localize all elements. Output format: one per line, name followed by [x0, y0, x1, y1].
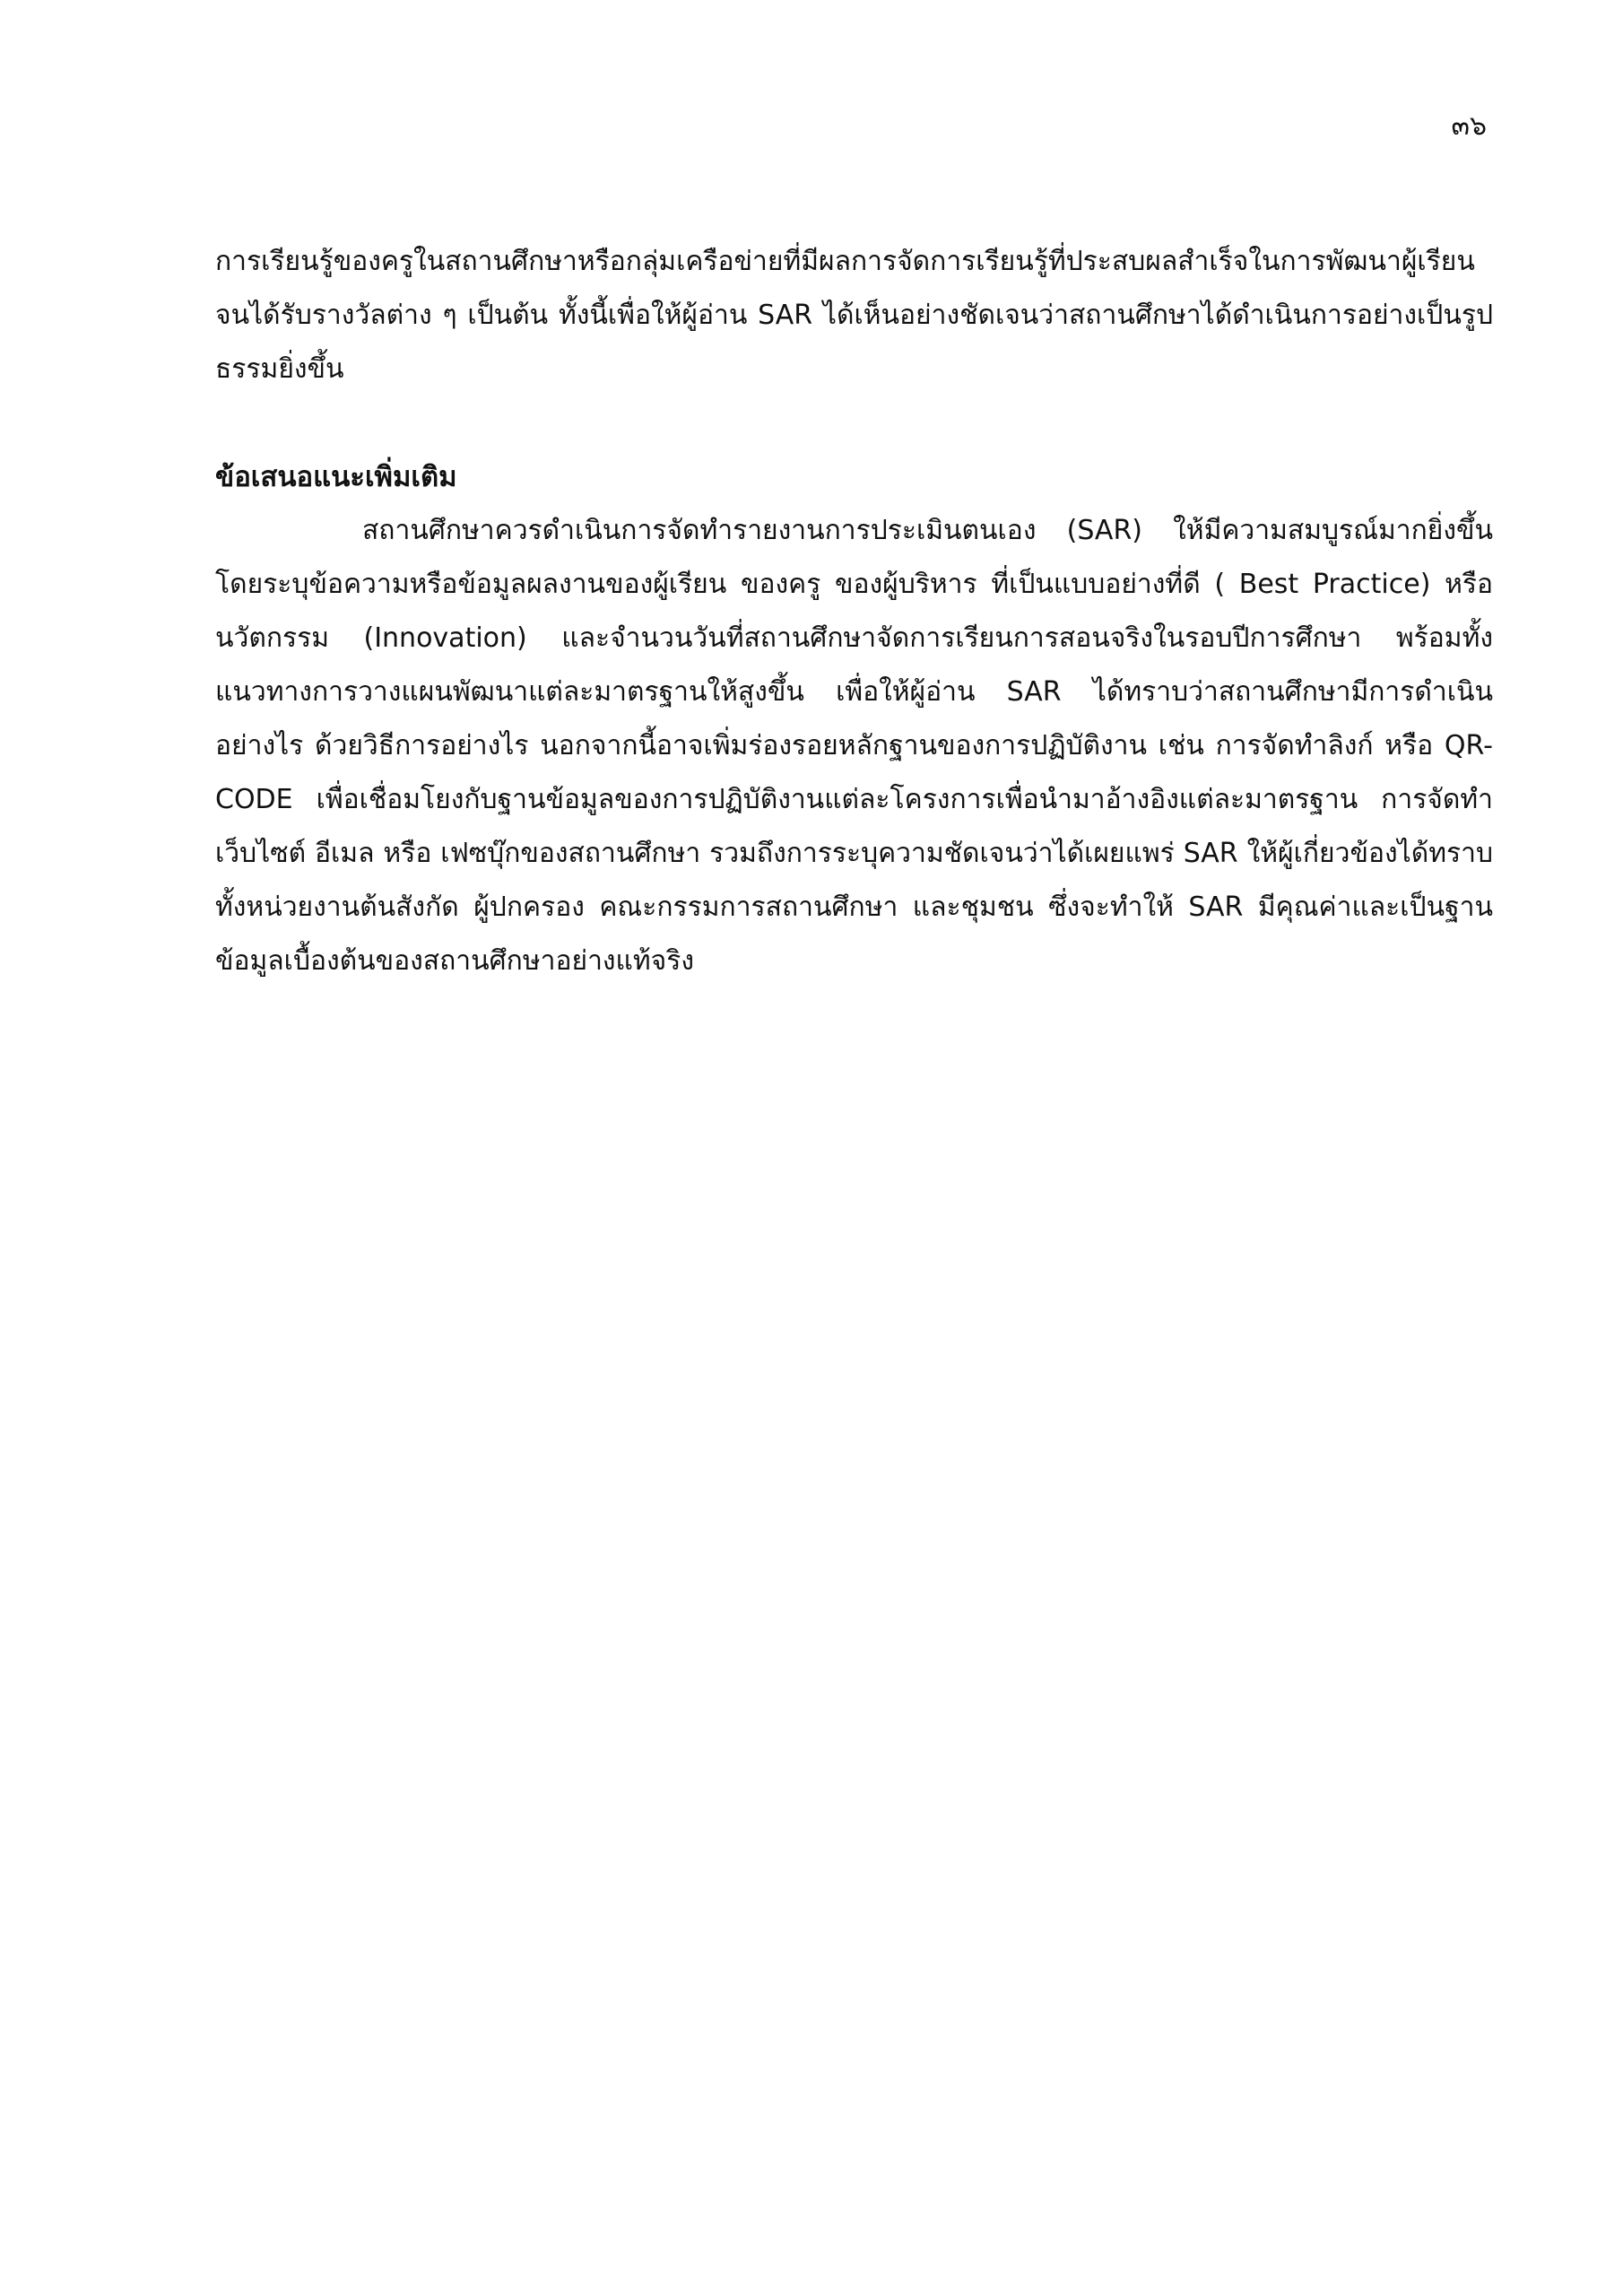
section-heading: ข้อเสนอแนะเพิ่มเติม	[215, 461, 457, 493]
recommendation-paragraph: สถานศึกษาควรดำเนินการจัดทำรายงานการประเมินตนเอง (SAR) ให้มีความสมบูรณ์มากยิ่งขึ้นโดยระบุข้อความหรือข้อมูลผลงานของผู้เรียน ของครู ของผู้บริหาร ที่เป็นแบบอย่างที่ดี ( Best Practice) หรือนวัตกรรม (Innovation) และจำนวนวันที่สถานศึกษาจัดการเรียนการสอนจริงในรอบปีการศึกษา พร้อมทั้งแนวทางการวางแผนพัฒนาแต่ละมาตรฐานให้สูงขึ้น เพื่อให้ผู้อ่าน SAR ได้ทราบว่าสถานศึกษามีการดำเนินอย่างไร ด้วยวิธีการอย่างไร นอกจากนี้อาจเพิ่มร่องรอยหลักฐานของการปฏิบัติงาน เช่น การจัดทำลิงก์ หรือ QR-CODE เพื่อเชื่อมโยงกับฐานข้อมูลของการปฏิบัติงานแต่ละโครงการเพื่อนำมาอ้างอิงแต่ละมาตรฐาน การจัดทำเว็บไซต์ อีเมล หรือ เฟซบุ๊กของสถานศึกษา รวมถึงการระบุความชัดเจนว่าได้เผยแพร่ SAR ให้ผู้เกี่ยวข้องได้ทราบ ทั้งหน่วยงานต้นสังกัด ผู้ปกครอง คณะกรรมการสถานศึกษา และชุมชน ซึ่งจะทำให้ SAR มีคุณค่าและเป็นฐานข้อมูลเบื้องต้นของสถานศึกษาอย่างแท้จริง	[215, 515, 1493, 977]
document-body	[215, 235, 1493, 988]
page-number: ๓๖	[1451, 110, 1487, 142]
continued-paragraph: การเรียนรู้ของครูในสถานศึกษาหรือกลุ่มเครือข่ายที่มีผลการจัดการเรียนรู้ที่ประสบผลสำเร็จในการพัฒนาผู้เรียน จนได้รับรางวัลต่าง ๆ เป็นต้น ทั้งนี้เพื่อให้ผู้อ่าน SAR ได้เห็นอย่างชัดเจนว่าสถานศึกษาได้ดำเนินการอย่างเป็นรูปธรรมยิ่งขึ้น	[215, 246, 1493, 385]
